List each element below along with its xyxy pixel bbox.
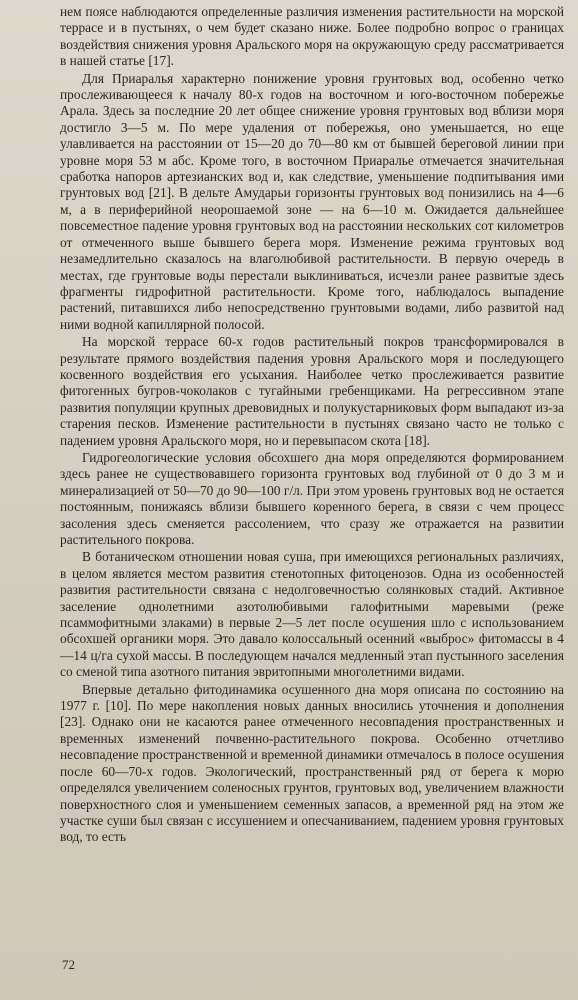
paragraph-3: На морской террасе 60-х годов растительный покров трансформировался в результате прямого воздействия падения уровня Аральского моря и последующего косвенного воздействия его усыхания. Наиболее четко прослеживается развитие фитогенных бугров-чоколаков с тугайными гребенщиками. На регрессивном этапе развития популяции крупных древовидных и полукустарниковых форм выпадают из-за старения песков. Изменение растительности в пустынях связано часто не только с падением уровня Аральского моря, но и перевыпасом скота [18]. — [60, 334, 564, 448]
paragraph-6: Впервые детально фитодинамика осушенного дна моря описана по состоянию на 1977 г. [10]. По мере накопления новых данных вносились уточнения и дополнения [23]. Однако они не касаются ранее отмеченного несовпадения пространственных и временных изменений почвенно-растительного покрова. Особенно отчетливо несовпадение пространственной и временной динамики отмечалось в полосе осушения после 60—70-х годов. Экологический, пространственный ряд от берега к морю определялся увеличением соленосных грунтов, грунтовых вод, увеличением влажности поверхностного слоя и уменьшением семенных запасов, а временной ряд на этом же участке суши был связан с иссушением и опесчаниванием, падением уровня грунтовых вод, то есть — [60, 681, 564, 845]
paragraph-5: В ботаническом отношении новая суша, при имеющихся региональных различиях, в целом является местом развития стенотопных фитоценозов. Одна из особенностей развития растительности связана с недолговечностью солянковых стадий. Активное заселение однолетними азотолюбивыми галофитными маревыми (реже псаммофитными злаками) в первые 2—5 лет после осушения шло с использованием обсохшей органики моря. Это давало колоссальный осенний «выброс» фитомассы в 4—14 ц/га сухой массы. В последующем начался медленный этап пустынного заселения со сменой типа азотного питания эвритопными многолетними видами. — [60, 549, 564, 680]
page-number: 72 — [62, 957, 75, 972]
paragraph-4: Гидрогеологические условия обсохшего дна моря определяются формированием здесь ранее не существовавшего горизонта грунтовых вод глубиной от 0 до 3 м и минерализацией от 50—70 до 90—100 г/л. При этом уровень грунтовых вод не остается постоянным, понижаясь вблизи бывшего коренного берега, в связи с чем процесс засоления здесь сменяется рассолением, что сразу же отражается на развитии растительного покрова. — [60, 449, 564, 547]
paragraph-2: Для Приаралья характерно понижение уровня грунтовых вод, особенно четко прослеживающееся к началу 80-х годов на восточном и юго-восточном побережье Арала. Здесь за последние 20 лет общее снижение уровня грунтовых вод вблизи моря достигло 3—5 м. По мере удаления от побережья, оно уменьшается, но еще улавливается на расстоянии от 15—20 до 70—80 км от бывшей береговой линии при уровне моря 53 м абс. Кроме того, в восточном Приаралье отмечается значительная сработка напоров артезианских вод и, как следствие, уменьшение подпитывания ими грунтовых вод [21]. В дельте Амударьи горизонты грунтовых вод понизились на 4—6 м, а в периферийной неорошаемой зоне — на 6—10 м. Ожидается дальнейшее повсеместное падение уровня грунтовых вод на расстоянии нескольких сот километров от отмеченного выше бывшего берега моря. Изменение режима грунтовых вод незамедлительно сказалось на влаголюбивой растительности. В первую очередь в местах, где грунтовые воды перестали выклиниваться, исчезли ранее развитые здесь фрагменты гидрофитной растительности. Кроме того, наблюдалось выпадение растений, питавшихся либо непосредственно грунтовыми водами, либо развитой над ними водной капиллярной полосой. — [60, 70, 564, 332]
body-text — [60, 4, 564, 846]
paragraph-1: нем поясе наблюдаются определенные различия изменения растительности на морской террасе и в пустынях, о чем будет сказано ниже. Более подробно вопрос о границах воздействия снижения уровня Аральского моря на окружающую среду рассматривается в нашей статье [17]. — [60, 4, 564, 69]
